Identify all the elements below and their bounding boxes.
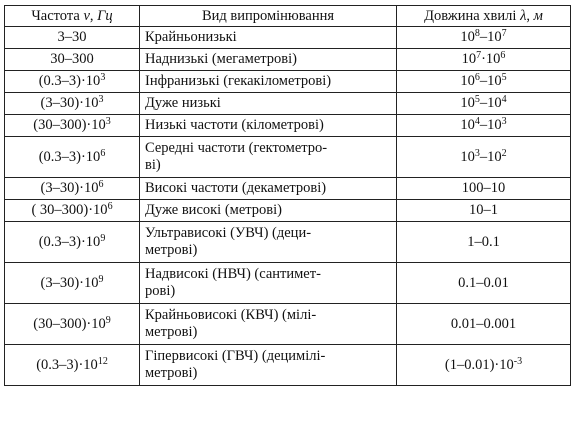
table-row [5,178,571,200]
radiation-type-cell: Дуже високі (метрові) [140,200,397,222]
radiation-type-cell: Високі частоти (декаметрові) [140,178,397,200]
radiation-type-cell: Гіпервисокі (ГВЧ) (децимілі- метрові) [140,345,397,386]
radiation-type-cell: Крайньовисокі (КВЧ) (мілі- метрові) [140,304,397,345]
header-frequency: Частота ν, Гц [5,6,140,27]
frequency-cell: $(3-30)\cdot 10^3$ [5,93,140,115]
frequency-cell: $(30-300)\cdot 10^3$ [5,115,140,137]
table-row [5,200,571,222]
frequency-cell: $(0.3-3)\cdot 10^9$ [5,222,140,263]
wavelength-cell: 10–1 [397,200,571,222]
header-wavelength: Довжина хвилі λ, м [397,6,571,27]
radiation-type-cell: Крайньонизькі [140,27,397,49]
wavelength-cell: 0.1–0.01 [397,263,571,304]
frequency-cell: ( $30-300)\cdot 10^6$ [5,200,140,222]
frequency-cell: 30–300 [5,49,140,71]
wavelength-cell: $10^4-10^3$ [397,115,571,137]
frequency-cell: $(0.3-3)\cdot 10^3$ [5,71,140,93]
frequency-band-table [4,5,571,386]
radiation-type-cell: Низькі частоти (кілометрові) [140,115,397,137]
table-row [5,27,571,49]
wavelength-cell: $(1-0.01)\cdot 10^{-3}$ [397,345,571,386]
header-radiation-type: Вид випромінювання [140,6,397,27]
table-row [5,71,571,93]
table-row [5,115,571,137]
radiation-type-cell: Надвисокі (НВЧ) (сантимет- рові) [140,263,397,304]
table-row [5,137,571,178]
table-row [5,49,571,71]
radiation-type-cell: Середні частоти (гектометро- ві) [140,137,397,178]
frequency-cell: 3–30 [5,27,140,49]
table-row [5,345,571,386]
radiation-type-cell: Дуже низькі [140,93,397,115]
wavelength-cell: 1–0.1 [397,222,571,263]
wavelength-cell: $10^5-10^4$ [397,93,571,115]
table-row [5,304,571,345]
radiation-type-cell: Наднизькі (мегаметрові) [140,49,397,71]
wavelength-cell: $10^6-10^5$ [397,71,571,93]
table-row [5,93,571,115]
wavelength-cell: 0.01–0.001 [397,304,571,345]
wavelength-cell: $10^8-10^7$ [397,27,571,49]
frequency-cell: $(3-30)\cdot 10^6$ [5,178,140,200]
radiation-type-cell: Ультрависокі (УВЧ) (деци- метрові) [140,222,397,263]
table-row [5,263,571,304]
frequency-cell: $(3-30)\cdot 10^9$ [5,263,140,304]
table-row [5,222,571,263]
radiation-type-cell: Інфранизькі (гекакілометрові) [140,71,397,93]
wavelength-cell: 100–10 [397,178,571,200]
wavelength-cell: $10^3-10^2$ [397,137,571,178]
frequency-cell: $(0.3-3)\cdot 10^{12}$ [5,345,140,386]
header-row [5,6,571,27]
frequency-cell: $(0.3-3)\cdot 10^6$ [5,137,140,178]
frequency-cell: $(30-300)\cdot 10^9$ [5,304,140,345]
wavelength-cell: $10^7\cdot 10^6$ [397,49,571,71]
